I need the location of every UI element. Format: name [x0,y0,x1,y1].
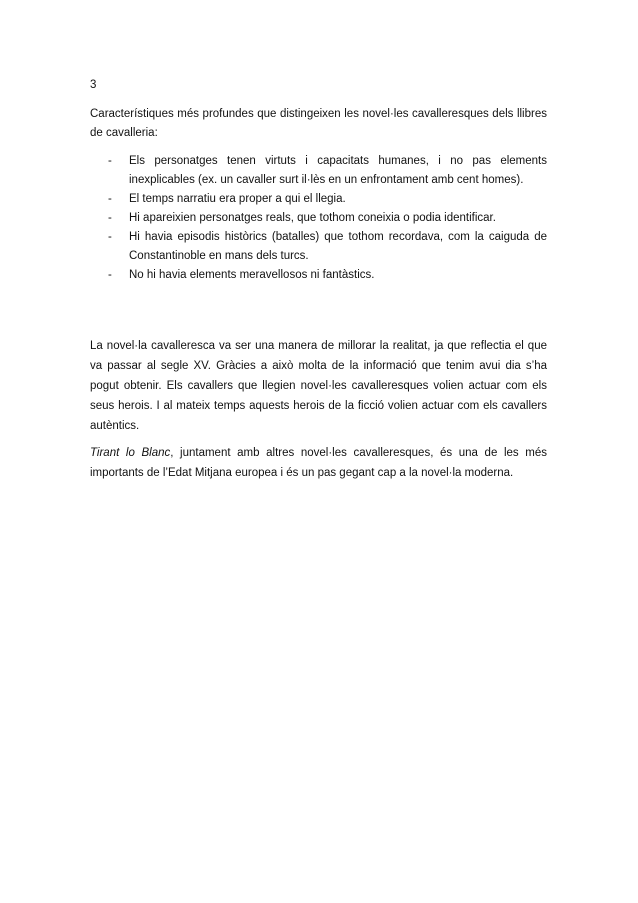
body-paragraph-2 [90,443,547,483]
intro-paragraph: Característiques més profundes que distingeixen les novel·les cavalleresques dels llibres de cavalleria: [90,108,547,139]
book-title: Tirant lo Blanc [90,447,171,459]
list-item-text: Hi apareixien personatges reals, que tothom coneixia o podia identificar. [129,212,496,224]
list-item-text: Hi havia episodis històrics (batalles) que tothom recordava, com la caiguda de Constantinoble en mans dels turcs. [129,231,547,262]
list-dash: - [108,269,112,281]
list-item [90,209,547,228]
list-item [90,152,547,190]
body-paragraph-1: La novel·la cavalleresca va ser una manera de millorar la realitat, ja que reflectia el que va passar al segle XV. Gràcies a això molta de la informació que tenim avui dia s’ha pogut obtenir. Els cavallers que llegien novel·les cavalleresques volien actuar com els seus herois. I al mateix temps aquests herois de la ficció volien actuar com els cavallers autèntics. [90,340,547,432]
list-item [90,190,547,209]
document-page [90,76,547,483]
list-item-text: El temps narratiu era proper a qui el llegia. [129,193,346,205]
body-paragraph-2-text: , juntament amb altres novel·les cavalleresques, és una de les més importants de l’Edat Mitjana europea i és un pas gegant cap a la novel·la moderna. [90,447,547,479]
list-dash: - [108,231,112,243]
page-number: 3 [90,79,97,91]
list-dash: - [108,193,112,205]
list-item-text: No hi havia elements meravellosos ni fantàstics. [129,269,375,281]
list-dash: - [108,212,112,224]
list-item [90,228,547,266]
list-dash: - [108,155,112,167]
section-spacer [90,285,547,336]
list-item [90,266,547,285]
list-item-text: Els personatges tenen virtuts i capacitats humanes, i no pas elements inexplicables (ex. un cavaller surt il·lès en un enfrontament amb cent homes). [129,155,547,186]
characteristics-list [90,152,547,285]
